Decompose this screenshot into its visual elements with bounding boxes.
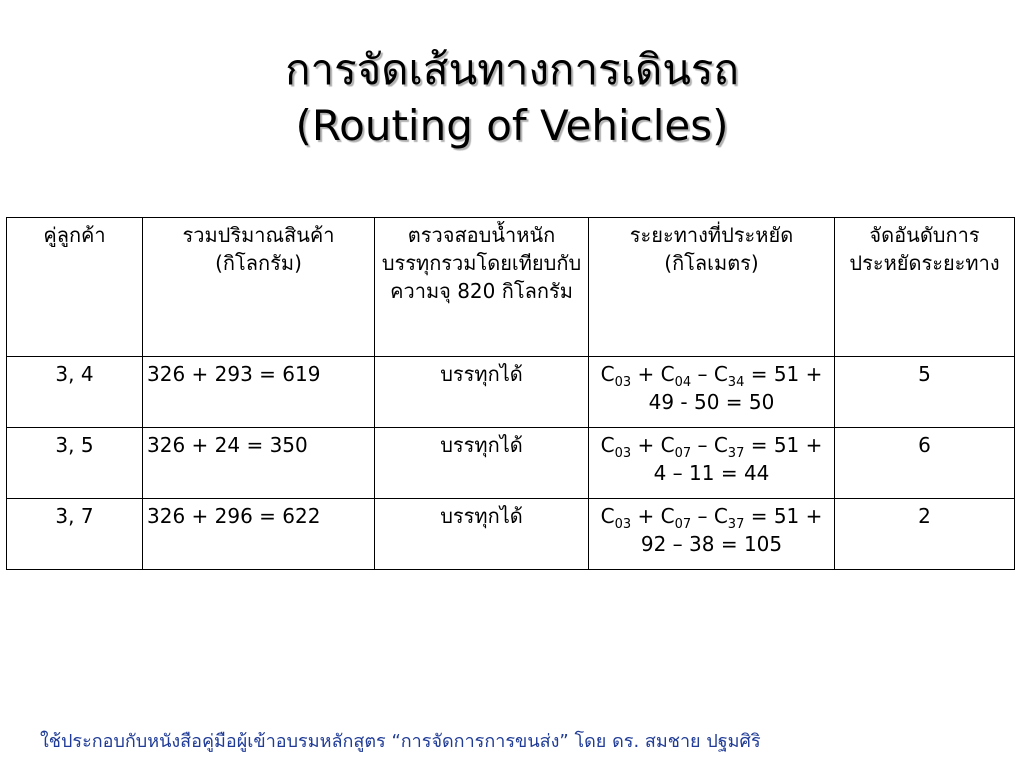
cell-saving-rank: 2 xyxy=(835,499,1015,570)
cell-saving-rank: 5 xyxy=(835,357,1015,428)
header-total-quantity: รวมปริมาณสินค้า (กิโลกรัม) xyxy=(143,218,375,357)
table-header-row xyxy=(7,218,1015,357)
cell-distance-saving: $C_{03} + C_{04} - C_{34} = 51 + 49 - 50 = 50$ xyxy=(589,357,835,428)
cell-customer-pair: 3, 4 xyxy=(7,357,143,428)
cell-distance-saving: $C_{03} + C_{07} - C_{37} = 51 + 4 - 11 = 44$ xyxy=(589,428,835,499)
header-distance-saving: ระยะทางที่ประหยัด (กิโลเมตร) xyxy=(589,218,835,357)
cell-total-quantity: 326 + 24 = 350 xyxy=(143,428,375,499)
cell-load-check: บรรทุกได้ xyxy=(375,357,589,428)
cell-saving-rank: 6 xyxy=(835,428,1015,499)
cell-customer-pair: 3, 7 xyxy=(7,499,143,570)
cell-total-quantity: 326 + 293 = 619 xyxy=(143,357,375,428)
routing-table xyxy=(6,217,1015,570)
footer-credit: ใช้ประกอบกับหนังสือคู่มือผู้เข้าอบรมหลักสูตร “การจัดการการขนส่ง” โดย ดร. สมชาย ปฐมศิริ xyxy=(40,731,761,752)
cell-total-quantity: 326 + 296 = 622 xyxy=(143,499,375,570)
table-row xyxy=(7,428,1015,499)
header-saving-rank: จัดอันดับการประหยัดระยะทาง xyxy=(835,218,1015,357)
table-row xyxy=(7,357,1015,428)
slide-title-english: (Routing of Vehicles) xyxy=(295,101,729,150)
cell-customer-pair: 3, 5 xyxy=(7,428,143,499)
header-customer-pair: คู่ลูกค้า xyxy=(7,218,143,357)
slide-title xyxy=(0,42,1024,154)
header-load-check: ตรวจสอบน้ำหนักบรรทุกรวมโดยเทียบกับความจุ 820 กิโลกรัม xyxy=(375,218,589,357)
slide-title-thai: การจัดเส้นทางการเดินรถ xyxy=(285,45,739,94)
cell-distance-saving: $C_{03} + C_{07} - C_{37} = 51 + 92 - 38 = 105$ xyxy=(589,499,835,570)
cell-load-check: บรรทุกได้ xyxy=(375,428,589,499)
cell-load-check: บรรทุกได้ xyxy=(375,499,589,570)
table-row xyxy=(7,499,1015,570)
